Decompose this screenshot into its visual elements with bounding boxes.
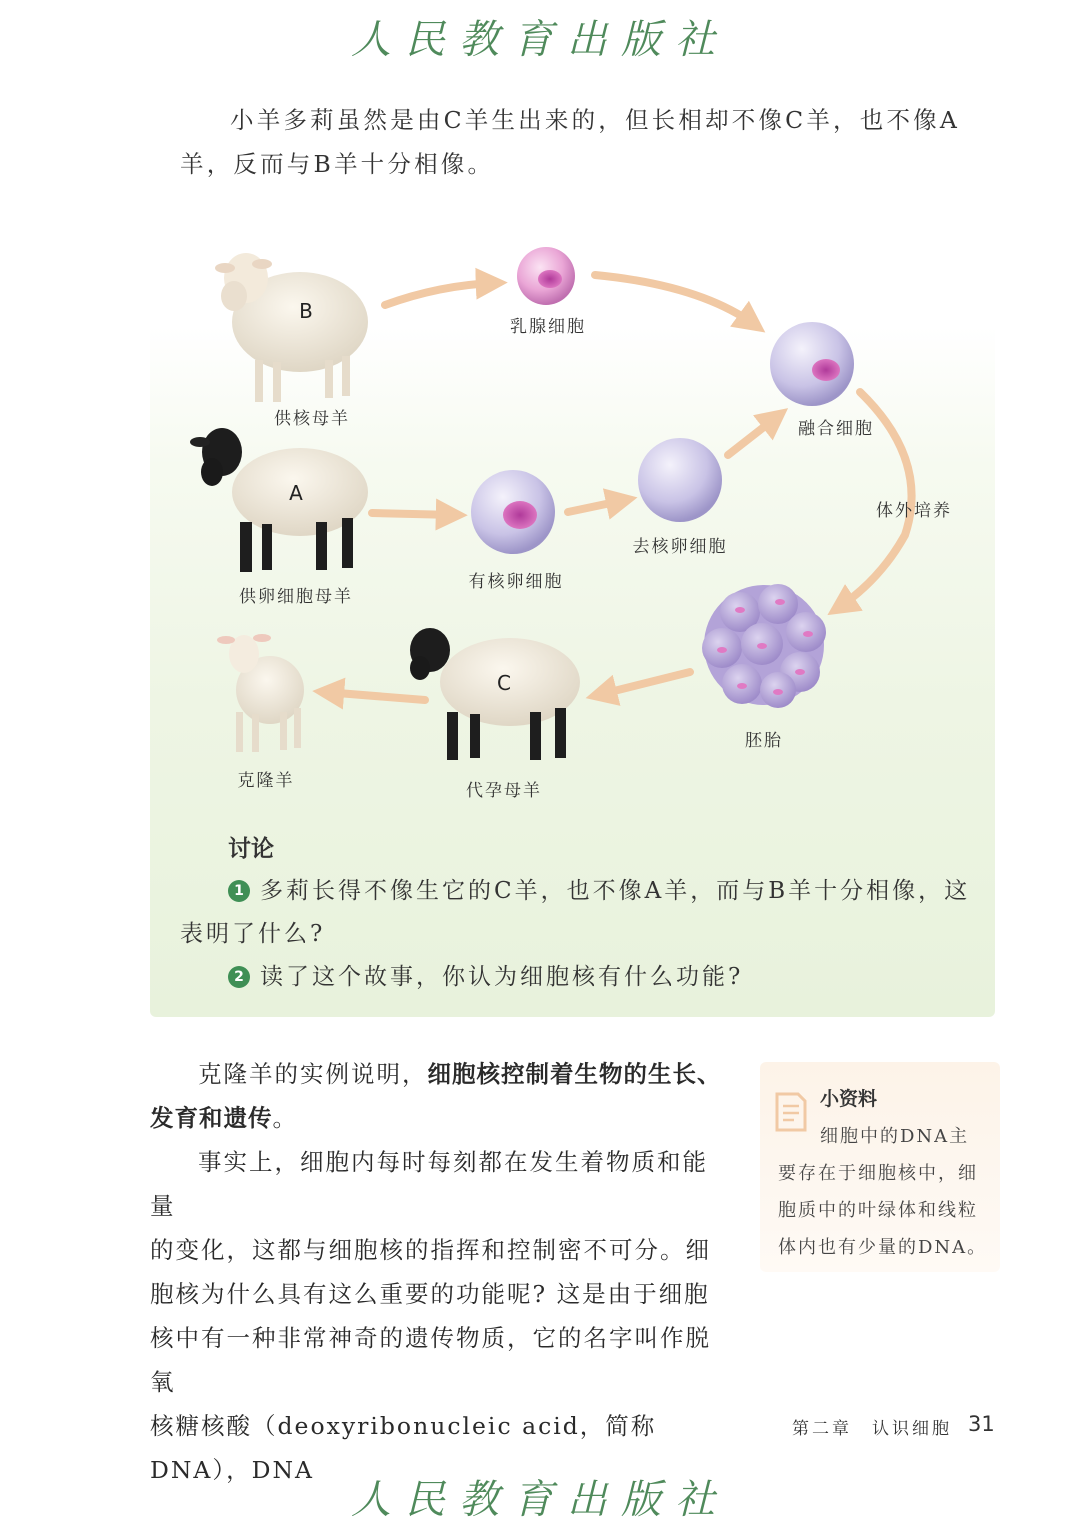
enucleated-egg-cell <box>638 438 722 522</box>
arrow-egg-to-enucleated <box>568 500 625 512</box>
question-2-text: 读了这个故事，你认为细胞核有什么功能? <box>260 964 744 990</box>
publisher-watermark-top: 人民教育出版社 <box>351 17 729 63</box>
arrow-c-to-clone <box>325 692 425 700</box>
sidebar-line-2: 要存在于细胞核中，细 <box>778 1163 978 1184</box>
sidebar-text <box>778 1118 988 1266</box>
label-nucleus-donor: 供核母羊 <box>274 409 350 429</box>
arrow-enucleated-to-fused <box>728 416 778 455</box>
body-p1-end: 。 <box>272 1104 298 1132</box>
body-p1-start: 克隆羊的实例说明， <box>198 1060 428 1088</box>
arrow-a-to-egg <box>372 513 455 515</box>
nucleated-egg-cell <box>471 470 555 554</box>
page-number: 31 <box>968 1412 995 1436</box>
sidebar-line-4: 体内也有少量的DNA。 <box>778 1237 988 1258</box>
sidebar-title: 小资料 <box>820 1088 878 1110</box>
question-1-line-1: 多莉长得不像生它的C羊，也不像A羊，而与B羊十分相像，这 <box>260 878 971 904</box>
question-1-line-2: 表明了什么? <box>180 921 326 947</box>
publisher-watermark-bottom: 人民教育出版社 <box>351 1477 729 1523</box>
label-surrogate: 代孕母羊 <box>466 781 542 801</box>
sidebar-line-3: 胞质中的叶绿体和线粒 <box>778 1200 978 1221</box>
label-fused-cell: 融合细胞 <box>798 419 874 439</box>
sidebar-line-1: 细胞中的DNA主 <box>820 1126 970 1147</box>
sheep-a-letter: A <box>289 481 303 505</box>
sheep-c-letter: C <box>497 671 511 695</box>
sheep-a <box>190 428 368 572</box>
body-p1-bold: 细胞核控制着生物的生长、发育和遗传 <box>150 1060 722 1132</box>
body-p2-line-2: 的变化，这都与细胞核的指挥和控制密不可分。细 <box>150 1236 711 1264</box>
body-p2-line-3: 胞核为什么具有这么重要的功能呢? 这是由于细胞 <box>150 1280 710 1308</box>
question-2-number: 2 <box>228 966 250 988</box>
arrow-embryo-to-c <box>598 672 690 695</box>
clone-lamb <box>217 634 304 752</box>
mammary-cell <box>517 247 575 305</box>
question-1-number: 1 <box>228 880 250 902</box>
body-paragraphs <box>150 1052 725 1492</box>
question-2 <box>180 956 980 999</box>
question-1 <box>180 870 980 956</box>
intro-line-2: 羊，反而与B羊十分相像。 <box>180 150 495 178</box>
sheep-b <box>215 253 368 402</box>
label-nucleated-egg: 有核卵细胞 <box>468 572 564 592</box>
info-sidebar <box>760 1062 1000 1272</box>
body-p2-line-4: 核中有一种非常神奇的遗传物质，它的名字叫作脱氧 <box>150 1324 711 1396</box>
fused-cell <box>770 322 854 406</box>
embryo <box>702 584 826 708</box>
body-p2-line-1: 事实上，细胞内每时每刻都在发生着物质和能量 <box>150 1148 708 1220</box>
label-mammary-cell: 乳腺细胞 <box>510 317 586 337</box>
sheep-c <box>410 628 580 760</box>
sheep-b-letter: B <box>299 299 313 323</box>
label-embryo: 胚胎 <box>745 731 783 751</box>
label-enucleated-egg: 去核卵细胞 <box>632 537 728 557</box>
body-p2-line-5: 核糖核酸（deoxyribonucleic acid，简称DNA），DNA <box>150 1412 657 1484</box>
footer-chapter: 第二章 认识细胞 <box>792 1419 952 1439</box>
arrow-b-to-mammary <box>385 283 495 305</box>
intro-line-1: 小羊多莉虽然是由C羊生出来的，但长相却不像C羊，也不像A <box>230 106 961 134</box>
label-in-vitro-culture: 体外培养 <box>876 501 952 521</box>
discussion-title: 讨论 <box>228 836 274 862</box>
label-egg-donor: 供卵细胞母羊 <box>239 587 353 607</box>
arrow-mammary-to-fused <box>595 275 755 325</box>
label-clone: 克隆羊 <box>237 771 295 791</box>
